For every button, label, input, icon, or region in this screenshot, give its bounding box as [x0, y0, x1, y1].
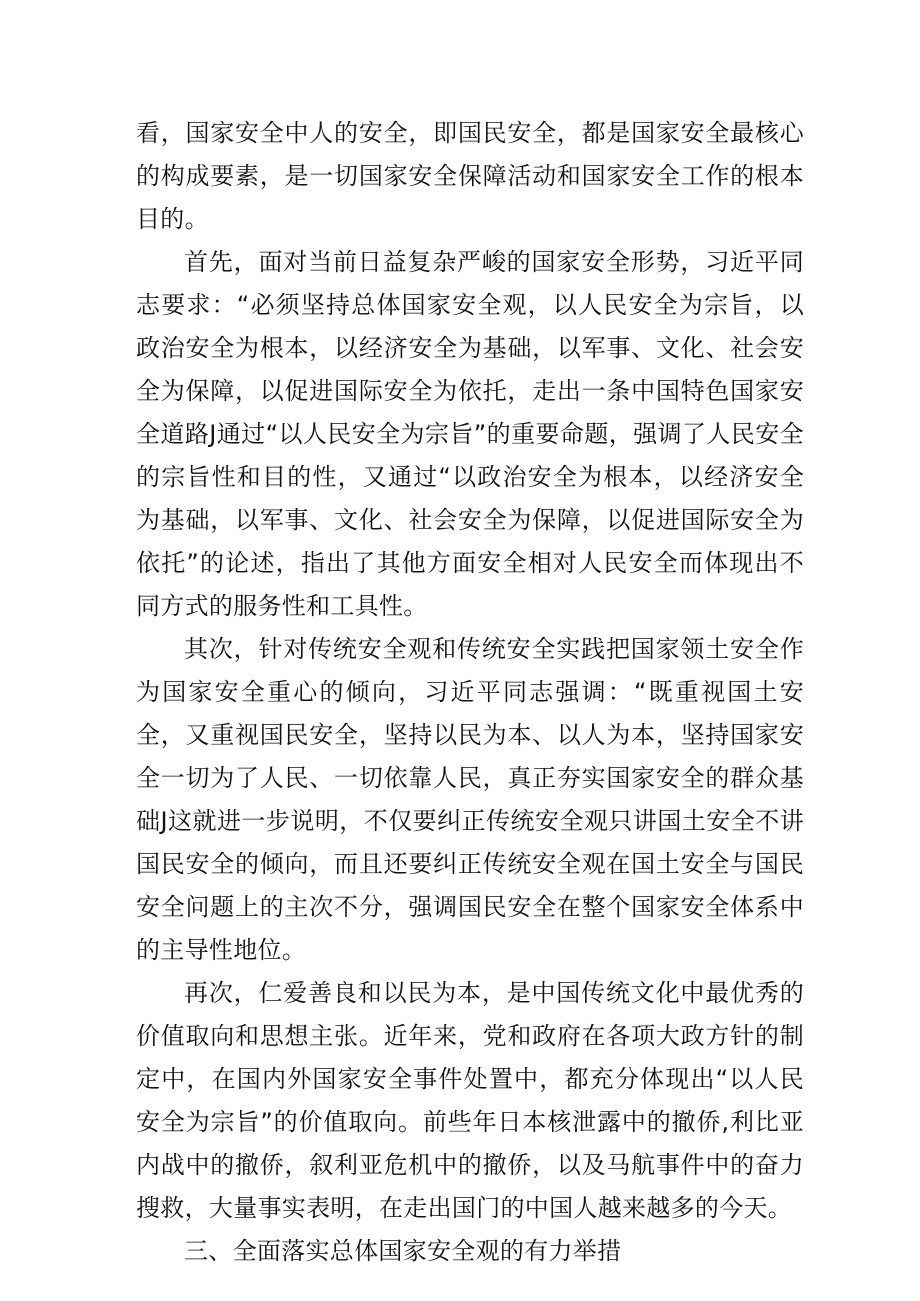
section-heading: 三、全面落实总体国家安全观的有力举措 [184, 1237, 622, 1265]
paragraph-third: 再次，仁爱善良和以民为本，是中国传统文化中最优秀的价值取向和思想主张。近年来，党和政府在各项大政方针的制定中，在国内外国家安全事件处置中，都充分体现出“以人民安全为宗旨”的价值取向。前些年日本核泄露中的撤侨,利比亚内战中的撤侨，叙利亚危机中的撤侨，以及马航事件中的奋力搜救，大量事实表明，在走出国门的中国人越来越多的今天。 [136, 979, 805, 1222]
paragraph-second: 其次，针对传统安全观和传统安全实践把国家领土安全作为国家安全重心的倾向，习近平同志强调：“既重视国土安全，又重视国民安全，坚持以民为本、以人为本，坚持国家安全一切为了人民、一切依靠人民，真正夯实国家安全的群众基础J这就进一步说明，不仅要纠正传统安全观只讲国土安全不讲国民安全的倾向，而且还要纠正传统安全观在国土安全与国民安全问题上的主次不分，强调国民安全在整个国家安全体系中的主导性地位。 [136, 635, 804, 964]
document-page [136, 112, 804, 1273]
paragraph-continuation: 看，国家安全中人的安全，即国民安全，都是国家安全最核心的构成要素，是一切国家安全保障活动和国家安全工作的根本目的。 [136, 119, 804, 233]
paragraph-first: 首先，面对当前日益复杂严峻的国家安全形势，习近平同志要求：“必须坚持总体国家安全观，以人民安全为宗旨，以政治安全为根本，以经济安全为基础，以军事、文化、社会安全为保障，以促进国际安全为依托，走出一条中国特色国家安全道路J通过“以人民安全为宗旨”的重要命题，强调了人民安全的宗旨性和目的性，又通过“以政治安全为根本，以经济安全为基础，以军事、文化、社会安全为保障，以促进国际安全为依托”的论述，指出了其他方面安全相对人民安全而体现出不同方式的服务性和工具性。 [136, 248, 805, 620]
